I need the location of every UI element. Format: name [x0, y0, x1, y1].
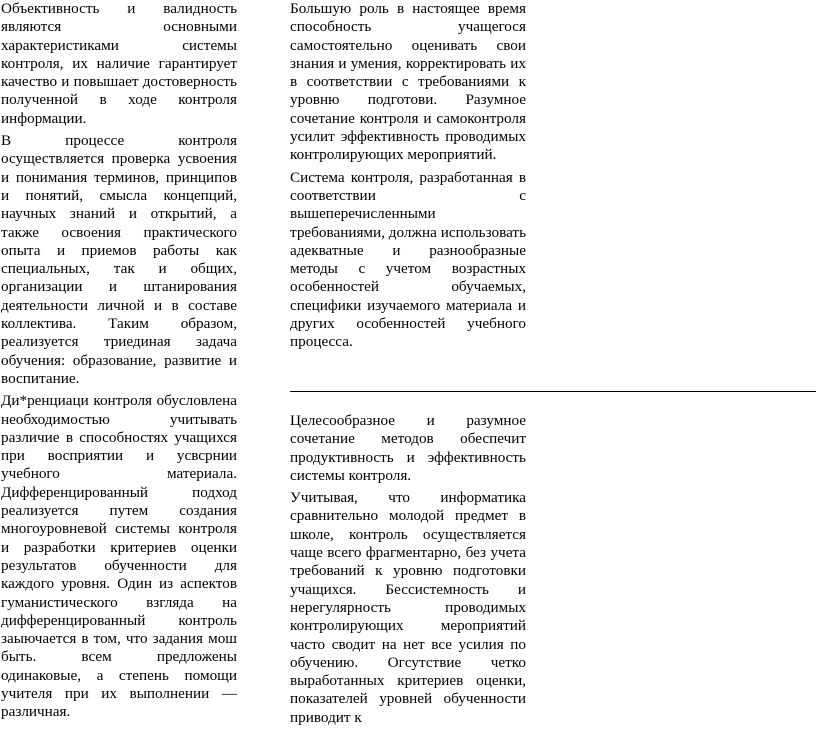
- paragraph-control-process: В процессе контроля осуществляется проверка усвоения и понимания терминов, принципов и понятий, смысла концепций, научных знаний и открытий, а также освоения практического опыта и приемов работы как специальных, так и общих, организации и штанирования деятельности личной и в составе коллектива. Таким образом, реализуется триединая задача обучения: образование, развитие и воспитание.: [1, 132, 237, 387]
- left-text-column: [1, 0, 237, 726]
- paragraph-control-system: Система контроля, разработанная в соответствии с вышеперечисленными требованиями, должна использовать адекватные и разнообразные методы с учетом возрастных особенностей обучаемых, специфики изучаемого материала и других особенностей учебного процесса.: [290, 168, 526, 351]
- middle-text-column-bottom: [290, 412, 526, 731]
- paragraph-self-assessment: Большую роль в настоящее время способность учащегося самостоятельно оценивать свои знания и умения, корректировать их в соответствии с требованиями к уровню подготови. Разумное сочетание контроля и самоконтроля усилит эффективность проводимых контролирующих мероприятий.: [290, 0, 526, 164]
- paragraph-objectivity: Объективность и валидность являются основными характеристиками системы контроля, их наличие гарантирует качество и повышает достоверность полученной в ходе контроля информации.: [1, 0, 237, 127]
- middle-text-column-top: [290, 0, 526, 356]
- paragraph-differentiation: Ди*ренциаци контроля обусловлена необходимостью учитывать различие в способностях учащихся при восприятии и усвсрнии учебного материала. Дифференцированный подход реализуется путем создания многоуровневой системы контроля и разработки критериев оценки результатов обученности для каждого уровня. Один из аспектов гуманистического взгляда на дифференцированный контроль заыючается в том, что задания мош быть. всем предложены одинаковые, а степень помощи учителя при их выполнении — различная.: [1, 392, 237, 721]
- paragraph-informatics: Учитывая, что информатика сравнительно молодой предмет в школе, контроль осуществляется чаще всего фрагментарно, без учета требований к уровню подготовки учащихся. Бессистемность и нерегулярность проводимых контролирующих мероприятий часто сводит на нет все усилия по обучению. Огсутствие четко выработанных критериев оценки, показателей уровней обученности приводит к: [290, 489, 526, 726]
- paragraph-methods-combination: Целесообразное и разумное сочетание методов обеспечит продуктивность и эффективность системы контроля.: [290, 412, 526, 484]
- horizontal-divider: [290, 391, 816, 392]
